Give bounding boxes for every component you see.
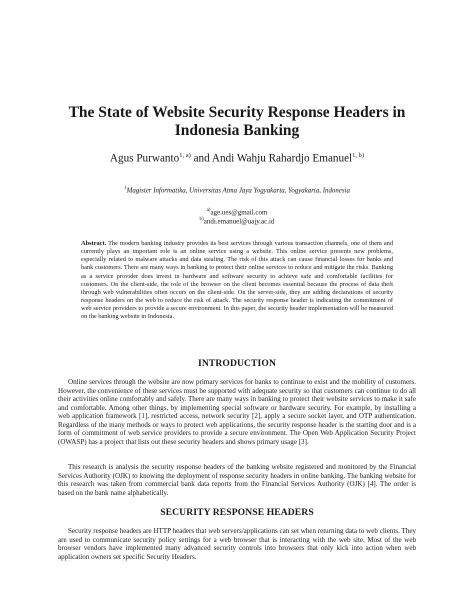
section-heading: INTRODUCTION [198, 358, 276, 369]
abstract-text: The modern banking industry provides its best services through various transaction channels, one of them and currently plays an important role is an online service using a website. This online service presents new problems, especially related to malware attacks and data stealing. The risk of this attack can cause financial losses for banks and bank customers. There are many ways in banking to protect their online services to reduce and mitigate the risks. Banking as a service provider does invest in hardware and software security to achieve safe and comfortable facilities for customers. On the client-side, the role of the browser on the client becomes essential because the process of data theft through web vulnerabilities often occurs on the client-side. On the server-side, they are adding declarations of security response headers on the web to reduce the risk of attack. The security response header is indicating the commitment of web service providers to provide a secure environment. In this paper, the security header implementation will be measured on the banking website in Indonesia. [81, 240, 393, 321]
paragraph-text: Online services through the website are now primary services for banks to continue to exist and the mobility of customers. However, the convenience of these services must be supported with adequate security so that customers can continue to do all their activities online comfortably and safely. There are many ways in banking to protect their website services to make it safe and comfortable. Among other things, by implementing special software or hardware security. For example, by installing a web application framework [1], restricted access, network security [2], apply a secure socket layer, and OTP authentication. Regardless of the many methods or ways to protect web applications, the security response header is the starting door and is a form of commitment of web service providers to provide a secure environment. The Open Web Application Security Project (OWASP) has a project that lists out these security headers and shows primary usage [3]. [58, 378, 416, 446]
section-heading: SECURITY RESPONSE HEADERS [160, 507, 314, 518]
abstract [81, 240, 393, 322]
email-address: age.ues@gmail.com [210, 208, 268, 217]
affiliation [40, 184, 434, 195]
author-name: and Andi Wahju Rahardjo Emanuel [190, 152, 353, 165]
paragraph [58, 378, 416, 446]
abstract-label: Abstract. [81, 240, 107, 247]
paper-title: The State of Website Security Response Headers in Indonesia Banking [68, 104, 406, 139]
paragraph [58, 527, 416, 561]
email-superscript: a) [206, 208, 211, 213]
email-superscript: b) [199, 217, 204, 222]
affiliation-text: Magister Informatika, Universitas Atma Jaya Yogyakarta, Yogyakarta, Indonesia [126, 187, 350, 195]
author-name: Agus Purwanto [109, 152, 180, 165]
affiliation-superscript: 1 [124, 186, 127, 191]
author-line [40, 149, 434, 166]
email-line [100, 215, 374, 226]
author-superscript: 1, b) [352, 152, 365, 159]
author-superscript: 1, a) [179, 152, 191, 159]
paragraph [58, 463, 416, 497]
paragraph-text: Security response headers are HTTP headers that web servers/applications can set when returning data to web clients. They are used to communicate security policy settings for a web browser that is interacting with the web site. Most of the web browser vendors have implemented many advanced security controls into browsers that only kick into action when web application owners set specific Security Headers. [58, 527, 416, 561]
paragraph-text: This research is analysis the security response headers of the banking website registered and monitored by the Financial Services Authority (OJK) to knowing the deployment of response security headers in online banking. The banking website for this research was taken from commercial bank data reports from the Financial Services Authority (OJK) [4]. The order is based on the bank name alphabetically. [58, 463, 416, 497]
email-address: andi.emanuel@uajy.ac.id [203, 217, 275, 226]
